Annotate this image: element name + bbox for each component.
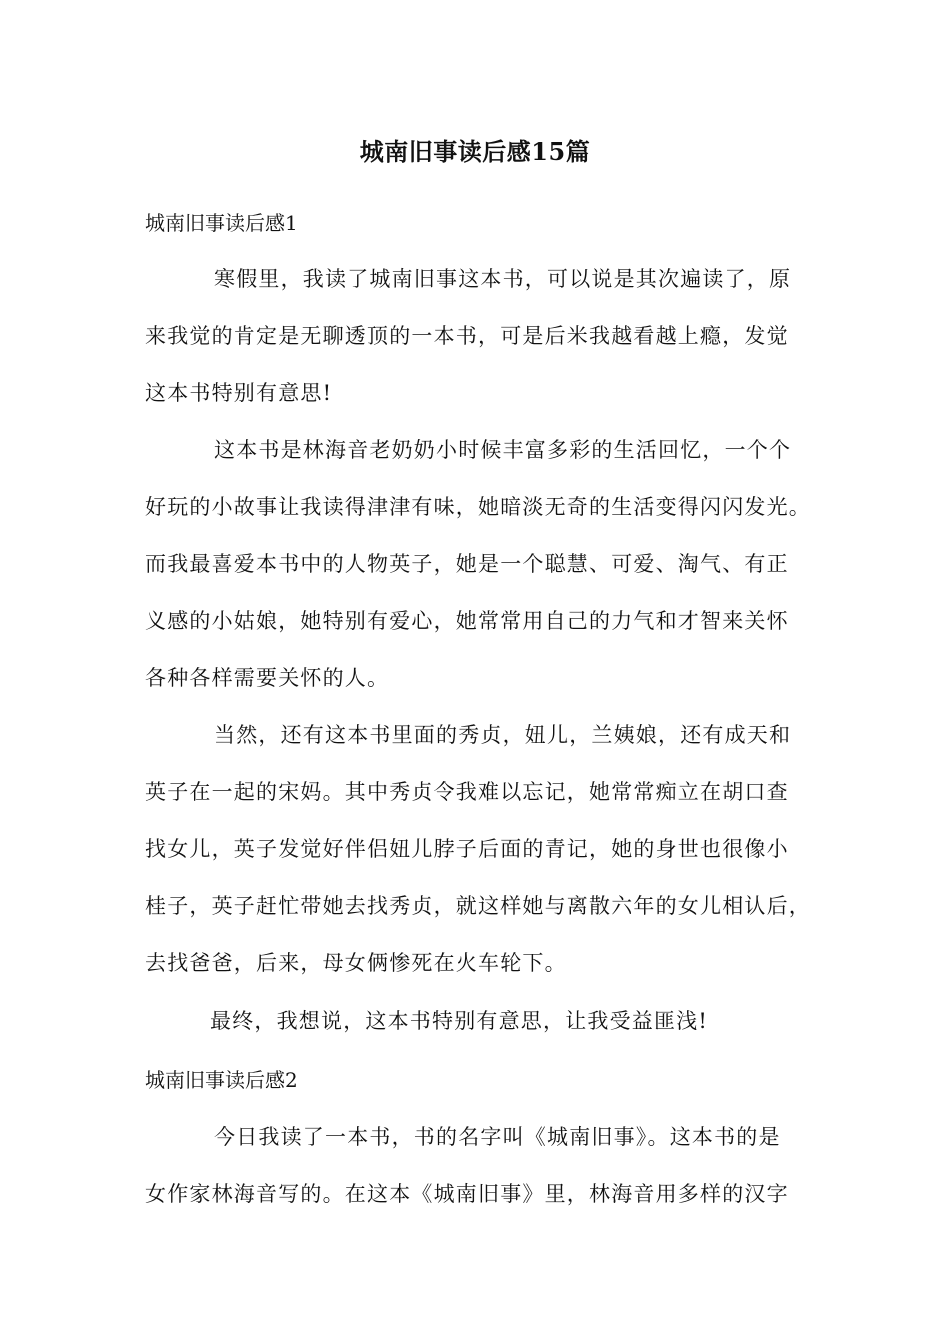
paragraph-line: 女作家林海音写的。在这本《城南旧事》里，林海音用多样的汉字 <box>145 1182 789 1206</box>
section-heading-2: 城南旧事读后感2 <box>145 1068 298 1092</box>
paragraph-line: 而我最喜爱本书中的人物英子，她是一个聪慧、可爱、淘气、有正 <box>145 552 789 576</box>
paragraph-line: 这本书特别有意思! <box>145 381 333 405</box>
paragraph-line: 找女儿，英子发觉好伴侣妞儿脖子后面的青记，她的身世也很像小 <box>145 837 789 861</box>
paragraph-line: 英子在一起的宋妈。其中秀贞令我难以忘记，她常常痴立在胡口查 <box>145 780 789 804</box>
section-heading-1: 城南旧事读后感1 <box>145 211 298 235</box>
document-title: 城南旧事读后感15篇 <box>359 137 591 166</box>
paragraph-line: 桂子，英子赶忙带她去找秀贞，就这样她与离散六年的女儿相认后， <box>145 894 811 918</box>
paragraph-line: 义感的小姑娘，她特别有爱心，她常常用自己的力气和才智来关怀 <box>145 609 789 633</box>
paragraph-line: 好玩的小故事让我读得津津有味，她暗淡无奇的生活变得闪闪发光。 <box>145 495 811 519</box>
paragraph-line: 去找爸爸，后来，母女俩惨死在火车轮下。 <box>145 951 567 975</box>
paragraph-line: 各种各样需要关怀的人。 <box>145 666 390 690</box>
paragraph-line: 来我觉的肯定是无聊透顶的一本书，可是后米我越看越上瘾，发觉 <box>145 324 789 348</box>
paragraph-line: 最终，我想说，这本书特别有意思，让我受益匪浅! <box>210 1009 709 1033</box>
paragraph-line: 当然，还有这本书里面的秀贞，妞儿，兰姨娘，还有成天和 <box>214 723 792 747</box>
paragraph-line: 寒假里，我读了城南旧事这本书，可以说是其次遍读了，原 <box>214 267 792 291</box>
paragraph-line: 这本书是林海音老奶奶小时候丰富多彩的生活回忆，一个个 <box>214 438 792 462</box>
paragraph-line: 今日我读了一本书，书的名字叫《城南旧事》。这本书的是 <box>214 1125 781 1149</box>
